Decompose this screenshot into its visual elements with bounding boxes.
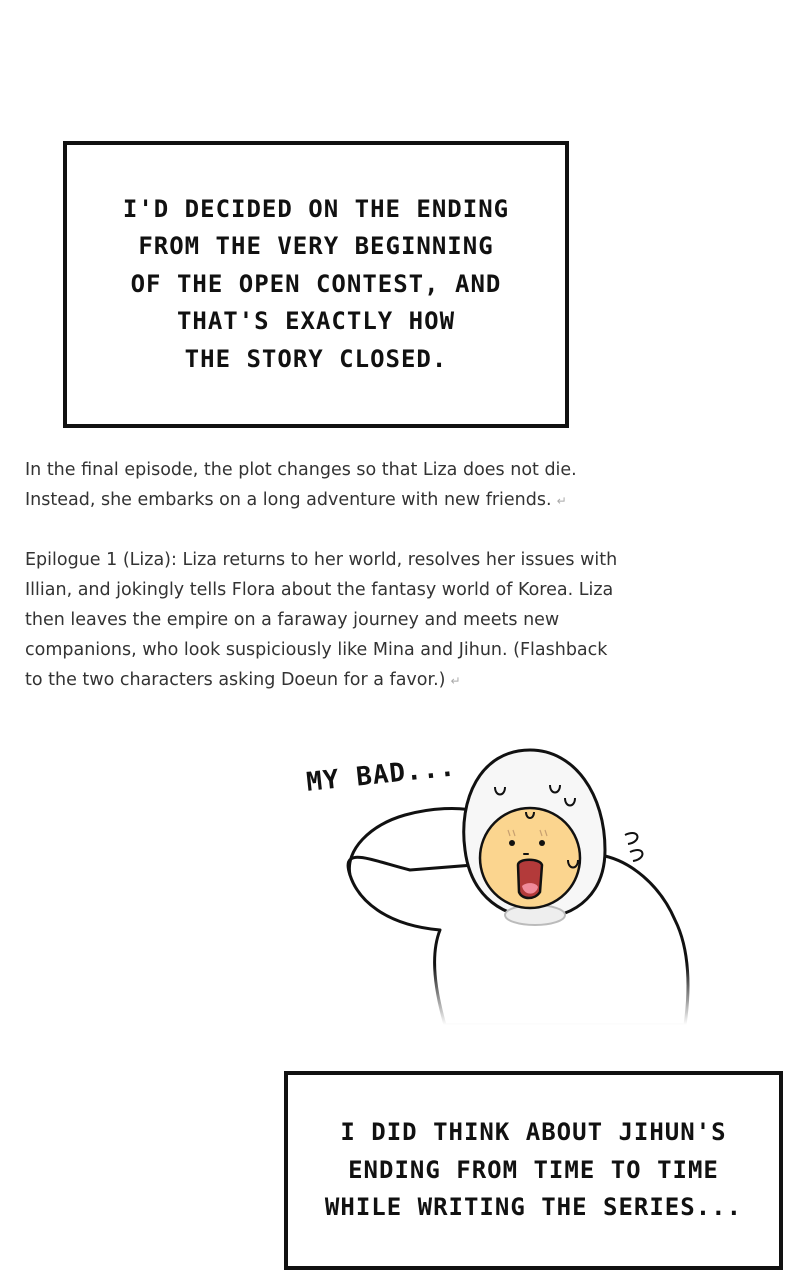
caption-line: ENDING FROM TIME TO TIME xyxy=(348,1155,719,1184)
note-line-text: to the two characters asking Doeun for a favor.) xyxy=(25,670,446,690)
caption-line: THAT'S EXACTLY HOW xyxy=(176,307,456,336)
note-line xyxy=(25,665,705,696)
caption-line: WHILE WRITING THE SERIES... xyxy=(324,1193,743,1222)
caption-box-top xyxy=(63,141,569,428)
bottom-fade xyxy=(330,965,710,1025)
note-line: companions, who look suspiciously like Mina and Jihun. (Flashback xyxy=(25,640,608,660)
caption-text-bottom xyxy=(325,1114,742,1227)
return-mark-icon: ↵ xyxy=(556,494,567,508)
note-line: Illian, and jokingly tells Flora about the fantasy world of Korea. Liza xyxy=(25,580,614,600)
note-paragraph-epilogue xyxy=(25,545,705,696)
note-paragraph-final-episode xyxy=(25,455,705,516)
squiggle-icon xyxy=(625,833,637,844)
author-character-illustration xyxy=(330,740,710,1025)
caption-line: FROM THE VERY BEGINNING xyxy=(138,232,494,261)
squiggle-icon xyxy=(630,850,642,861)
eye-right xyxy=(539,840,545,846)
caption-line: I DID THINK ABOUT JIHUN'S xyxy=(340,1118,727,1147)
return-mark-icon: ↵ xyxy=(450,674,461,688)
note-line xyxy=(25,485,705,516)
caption-line: I'D DECIDED ON THE ENDING xyxy=(122,194,510,223)
note-line-text: Instead, she embarks on a long adventure with new friends. xyxy=(25,490,552,510)
eye-left xyxy=(509,840,515,846)
note-line: then leaves the empire on a faraway journey and meets new xyxy=(25,610,560,630)
sfx-my-bad: MY BAD... xyxy=(305,752,458,798)
caption-box-bottom xyxy=(284,1071,783,1270)
note-line: Epilogue 1 (Liza): Liza returns to her world, resolves her issues with xyxy=(25,550,618,570)
note-line: In the final episode, the plot changes so that Liza does not die. xyxy=(25,460,577,480)
caption-line: OF THE OPEN CONTEST, AND xyxy=(130,269,502,298)
caption-line: THE STORY CLOSED. xyxy=(184,344,448,373)
caption-text-top xyxy=(123,191,509,379)
